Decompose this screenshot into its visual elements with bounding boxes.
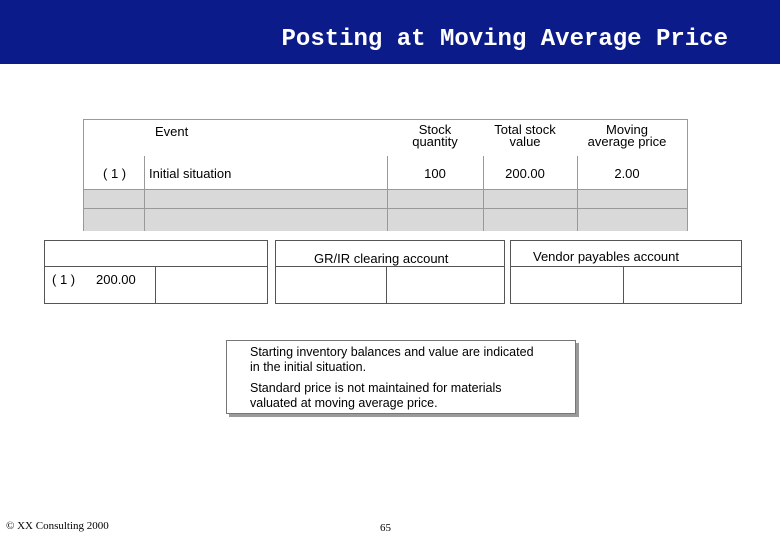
stock-quantity-header: Stock quantity — [412, 122, 458, 149]
total-stock-value-header: Total stock value — [494, 122, 556, 149]
stock-entry-number: ( 1 ) — [52, 272, 76, 287]
row-number: ( 1 ) — [103, 166, 127, 181]
page-title: Posting at Moving Average Price — [281, 26, 728, 53]
note-line-2: Standard price is not maintained for materials valuated at moving average price. — [250, 381, 502, 410]
stock-account — [44, 240, 268, 304]
row-price: 2.00 — [614, 166, 640, 181]
note-line-1: Starting inventory balances and value are indicated in the initial situation. — [250, 345, 534, 374]
vendor-account-title: Vendor payables account — [533, 249, 679, 264]
copyright: © XX Consulting 2000 — [6, 520, 109, 532]
stock-entry-value: 200.00 — [96, 272, 136, 287]
event-header: Event — [155, 124, 189, 139]
grir-account — [275, 240, 505, 304]
note-box — [226, 340, 576, 414]
row-value: 200.00 — [505, 166, 545, 181]
event-table — [83, 119, 688, 231]
grir-account-title: GR/IR clearing account — [314, 251, 449, 266]
page-number: 65 — [380, 522, 391, 534]
row-quantity: 100 — [424, 166, 446, 181]
row-event: Initial situation — [149, 166, 232, 181]
header-bar — [0, 0, 780, 64]
moving-average-price-header: Moving average price — [587, 122, 667, 149]
